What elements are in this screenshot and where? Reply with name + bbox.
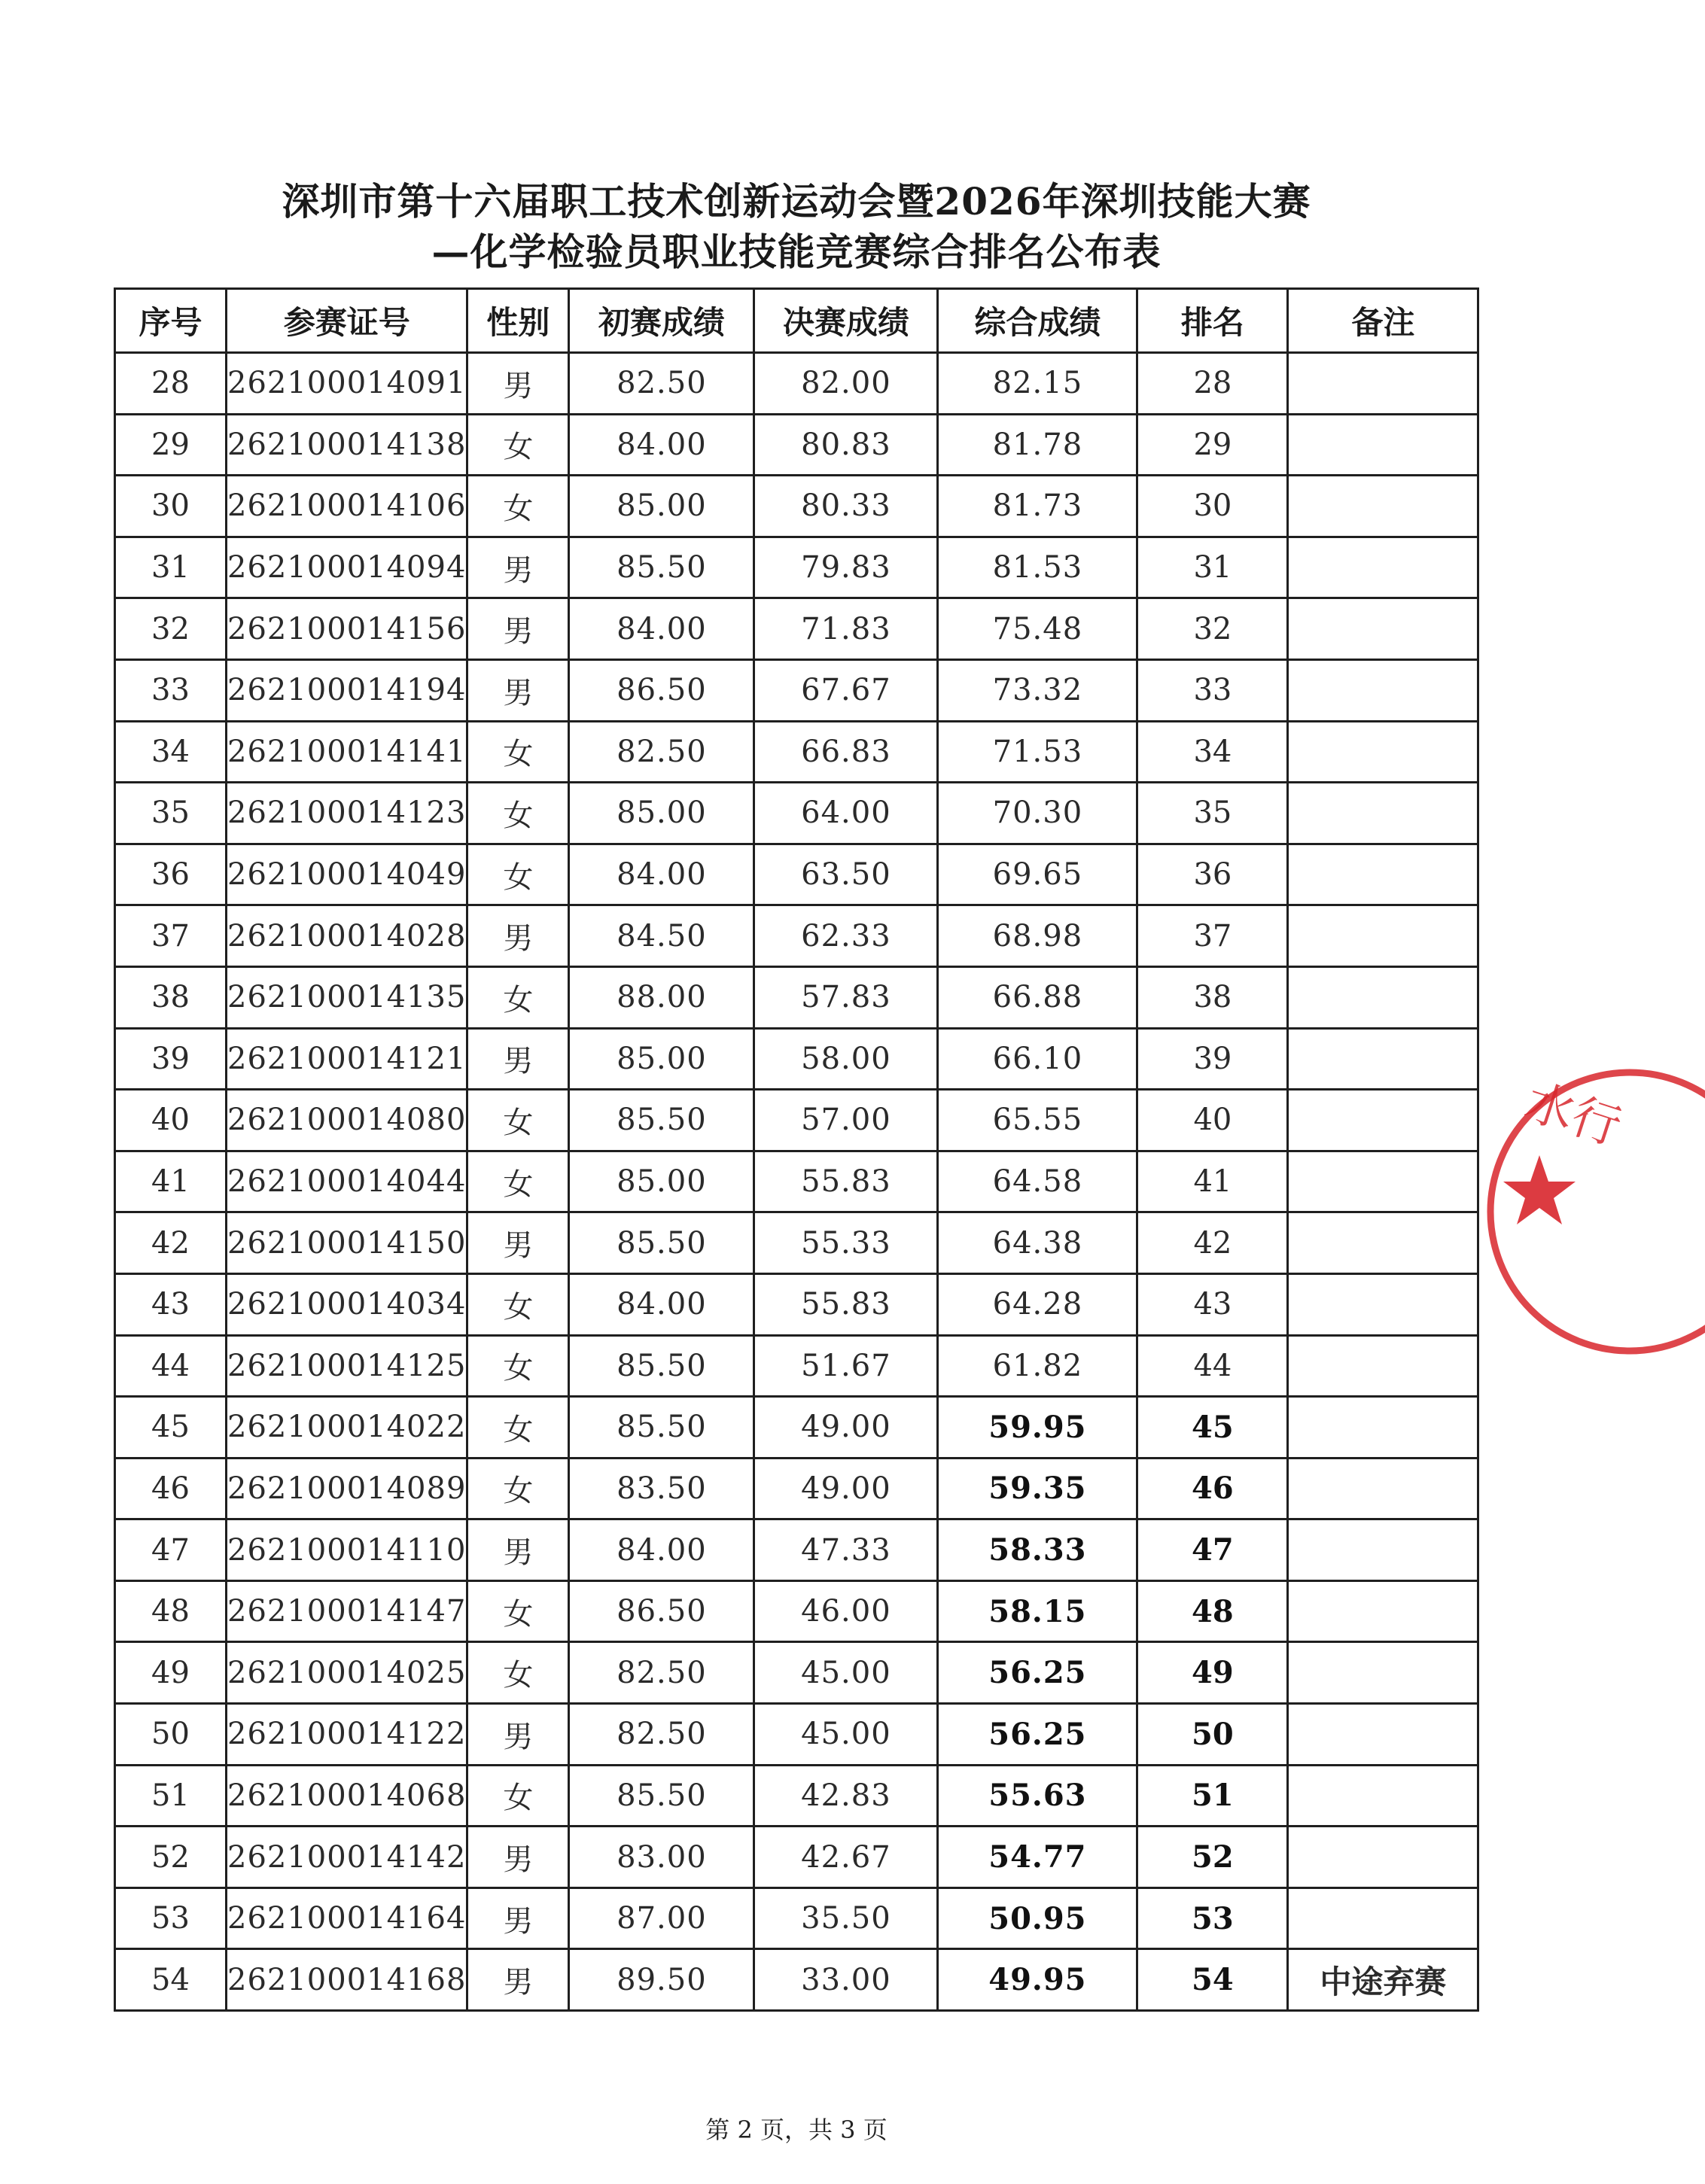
table-row — [115, 537, 1478, 598]
seq-cell: 46 — [115, 1458, 227, 1519]
prelim-cell: 85.50 — [569, 1765, 754, 1827]
id-cell: 262100014123 — [227, 783, 467, 844]
table-row — [115, 353, 1478, 415]
note-cell — [1288, 1704, 1478, 1766]
table-body — [115, 353, 1478, 2011]
gender-cell: 女 — [467, 1090, 569, 1151]
id-cell: 262100014156 — [227, 598, 467, 660]
header-note: 备注 — [1288, 289, 1478, 353]
gender-cell: 女 — [467, 1765, 569, 1827]
rank-cell: 35 — [1137, 783, 1288, 844]
final-cell: 82.00 — [754, 353, 938, 415]
table-row — [115, 598, 1478, 660]
id-cell: 262100014194 — [227, 659, 467, 721]
final-cell: 79.83 — [754, 537, 938, 598]
gender-cell: 男 — [467, 1212, 569, 1274]
table-row — [115, 1212, 1478, 1274]
final-cell: 33.00 — [754, 1949, 938, 2011]
prelim-cell: 84.00 — [569, 1519, 754, 1581]
seq-cell: 32 — [115, 598, 227, 660]
note-cell — [1288, 1827, 1478, 1888]
id-cell: 262100014089 — [227, 1458, 467, 1519]
seq-cell: 34 — [115, 721, 227, 783]
id-cell: 262100014110 — [227, 1519, 467, 1581]
id-cell: 262100014168 — [227, 1949, 467, 2011]
header-gender: 性别 — [467, 289, 569, 353]
total-cell: 59.95 — [938, 1397, 1137, 1459]
id-cell: 262100014121 — [227, 1028, 467, 1090]
rank-cell: 30 — [1137, 476, 1288, 537]
final-cell: 45.00 — [754, 1642, 938, 1704]
gender-cell: 男 — [467, 1028, 569, 1090]
id-cell: 262100014044 — [227, 1151, 467, 1212]
header-final: 决赛成绩 — [754, 289, 938, 353]
total-cell: 64.38 — [938, 1212, 1137, 1274]
table-row — [115, 1949, 1478, 2011]
official-seal — [1479, 1069, 1705, 1370]
note-cell — [1288, 1090, 1478, 1151]
table-row — [115, 1090, 1478, 1151]
note-cell — [1288, 476, 1478, 537]
seq-cell: 51 — [115, 1765, 227, 1827]
seq-cell: 53 — [115, 1887, 227, 1949]
total-cell: 55.63 — [938, 1765, 1137, 1827]
table-row — [115, 1397, 1478, 1459]
rank-cell: 34 — [1137, 721, 1288, 783]
final-cell: 42.83 — [754, 1765, 938, 1827]
total-cell: 66.88 — [938, 966, 1137, 1028]
total-cell: 56.25 — [938, 1642, 1137, 1704]
final-cell: 46.00 — [754, 1580, 938, 1642]
seq-cell: 45 — [115, 1397, 227, 1459]
final-cell: 64.00 — [754, 783, 938, 844]
gender-cell: 男 — [467, 353, 569, 415]
rank-cell: 50 — [1137, 1704, 1288, 1766]
total-cell: 54.77 — [938, 1827, 1137, 1888]
total-cell: 70.30 — [938, 783, 1137, 844]
prelim-cell: 85.00 — [569, 783, 754, 844]
note-cell — [1288, 966, 1478, 1028]
note-cell — [1288, 353, 1478, 415]
id-cell: 262100014025 — [227, 1642, 467, 1704]
prelim-cell: 84.50 — [569, 905, 754, 967]
prelim-cell: 82.50 — [569, 1642, 754, 1704]
prelim-cell: 86.50 — [569, 1580, 754, 1642]
table-row — [115, 476, 1478, 537]
final-cell: 55.33 — [754, 1212, 938, 1274]
total-cell: 81.78 — [938, 414, 1137, 476]
prelim-cell: 85.00 — [569, 1028, 754, 1090]
gender-cell: 男 — [467, 659, 569, 721]
id-cell: 262100014135 — [227, 966, 467, 1028]
table-header-row — [115, 289, 1478, 353]
seq-cell: 30 — [115, 476, 227, 537]
prelim-cell: 84.00 — [569, 414, 754, 476]
total-cell: 82.15 — [938, 353, 1137, 415]
seq-cell: 42 — [115, 1212, 227, 1274]
total-cell: 61.82 — [938, 1335, 1137, 1397]
table-row — [115, 659, 1478, 721]
id-cell: 262100014094 — [227, 537, 467, 598]
final-cell: 55.83 — [754, 1151, 938, 1212]
prelim-cell: 84.00 — [569, 1273, 754, 1335]
id-cell: 262100014068 — [227, 1765, 467, 1827]
gender-cell: 女 — [467, 1397, 569, 1459]
gender-cell: 女 — [467, 476, 569, 537]
gender-cell: 女 — [467, 1273, 569, 1335]
gender-cell: 女 — [467, 783, 569, 844]
table-row — [115, 1704, 1478, 1766]
gender-cell: 女 — [467, 721, 569, 783]
seq-cell: 41 — [115, 1151, 227, 1212]
seq-cell: 44 — [115, 1335, 227, 1397]
prelim-cell: 85.50 — [569, 1397, 754, 1459]
seq-cell: 43 — [115, 1273, 227, 1335]
gender-cell: 女 — [467, 1458, 569, 1519]
id-cell: 262100014028 — [227, 905, 467, 967]
seal-text: 水行 — [1518, 1073, 1627, 1157]
note-cell — [1288, 783, 1478, 844]
rank-cell: 53 — [1137, 1887, 1288, 1949]
total-cell: 59.35 — [938, 1458, 1137, 1519]
rank-cell: 42 — [1137, 1212, 1288, 1274]
id-cell: 262100014150 — [227, 1212, 467, 1274]
seq-cell: 35 — [115, 783, 227, 844]
final-cell: 49.00 — [754, 1397, 938, 1459]
seq-cell: 28 — [115, 353, 227, 415]
total-cell: 75.48 — [938, 598, 1137, 660]
note-cell: 中途弃赛 — [1288, 1949, 1478, 2011]
table-row — [115, 844, 1478, 905]
prelim-cell: 85.50 — [569, 1335, 754, 1397]
gender-cell: 男 — [467, 905, 569, 967]
note-cell — [1288, 659, 1478, 721]
table-row — [115, 1887, 1478, 1949]
total-cell: 65.55 — [938, 1090, 1137, 1151]
final-cell: 80.33 — [754, 476, 938, 537]
prelim-cell: 82.50 — [569, 1704, 754, 1766]
rank-cell: 41 — [1137, 1151, 1288, 1212]
table-row — [115, 1765, 1478, 1827]
prelim-cell: 84.00 — [569, 844, 754, 905]
id-cell: 262100014147 — [227, 1580, 467, 1642]
rank-cell: 54 — [1137, 1949, 1288, 2011]
rank-cell: 33 — [1137, 659, 1288, 721]
note-cell — [1288, 1212, 1478, 1274]
gender-cell: 女 — [467, 1642, 569, 1704]
table-row — [115, 414, 1478, 476]
table-row — [115, 1827, 1478, 1888]
table-row — [115, 966, 1478, 1028]
seq-cell: 54 — [115, 1949, 227, 2011]
gender-cell: 男 — [467, 1704, 569, 1766]
final-cell: 57.00 — [754, 1090, 938, 1151]
table-row — [115, 1028, 1478, 1090]
table-row — [115, 783, 1478, 844]
prelim-cell: 82.50 — [569, 721, 754, 783]
seq-cell: 52 — [115, 1827, 227, 1888]
table-row — [115, 721, 1478, 783]
rank-cell: 38 — [1137, 966, 1288, 1028]
id-cell: 262100014049 — [227, 844, 467, 905]
note-cell — [1288, 598, 1478, 660]
table-row — [115, 1458, 1478, 1519]
note-cell — [1288, 1887, 1478, 1949]
rank-cell: 43 — [1137, 1273, 1288, 1335]
seq-cell: 49 — [115, 1642, 227, 1704]
prelim-cell: 85.00 — [569, 1151, 754, 1212]
note-cell — [1288, 1151, 1478, 1212]
prelim-cell: 85.50 — [569, 1090, 754, 1151]
total-cell: 71.53 — [938, 721, 1137, 783]
seq-cell: 33 — [115, 659, 227, 721]
note-cell — [1288, 1519, 1478, 1581]
note-cell — [1288, 1580, 1478, 1642]
final-cell: 62.33 — [754, 905, 938, 967]
prelim-cell: 84.00 — [569, 598, 754, 660]
rank-cell: 32 — [1137, 598, 1288, 660]
id-cell: 262100014022 — [227, 1397, 467, 1459]
id-cell: 262100014141 — [227, 721, 467, 783]
prelim-cell: 87.00 — [569, 1887, 754, 1949]
prelim-cell: 89.50 — [569, 1949, 754, 2011]
prelim-cell: 85.50 — [569, 1212, 754, 1274]
id-cell: 262100014142 — [227, 1827, 467, 1888]
seq-cell: 29 — [115, 414, 227, 476]
note-cell — [1288, 1273, 1478, 1335]
id-cell: 262100014106 — [227, 476, 467, 537]
document-title-line-2: —化学检验员职业技能竞赛综合排名公布表 — [431, 230, 1162, 274]
prelim-cell: 85.00 — [569, 476, 754, 537]
id-cell: 262100014034 — [227, 1273, 467, 1335]
seq-cell: 38 — [115, 966, 227, 1028]
gender-cell: 男 — [467, 1949, 569, 2011]
total-cell: 58.33 — [938, 1519, 1137, 1581]
document-title-line-1: 深圳市第十六届职工技术创新运动会暨2026年深圳技能大赛 — [282, 179, 1311, 224]
rank-cell: 48 — [1137, 1580, 1288, 1642]
gender-cell: 男 — [467, 1519, 569, 1581]
total-cell: 56.25 — [938, 1704, 1137, 1766]
rank-cell: 52 — [1137, 1827, 1288, 1888]
ranking-table — [114, 287, 1479, 2012]
id-cell: 262100014164 — [227, 1887, 467, 1949]
header-total: 综合成绩 — [938, 289, 1137, 353]
final-cell: 55.83 — [754, 1273, 938, 1335]
table-row — [115, 1580, 1478, 1642]
rank-cell: 39 — [1137, 1028, 1288, 1090]
rank-cell: 31 — [1137, 537, 1288, 598]
seq-cell: 39 — [115, 1028, 227, 1090]
rank-cell: 37 — [1137, 905, 1288, 967]
final-cell: 58.00 — [754, 1028, 938, 1090]
total-cell: 68.98 — [938, 905, 1137, 967]
total-cell: 64.58 — [938, 1151, 1137, 1212]
final-cell: 71.83 — [754, 598, 938, 660]
seq-cell: 48 — [115, 1580, 227, 1642]
total-cell: 49.95 — [938, 1949, 1137, 2011]
final-cell: 49.00 — [754, 1458, 938, 1519]
final-cell: 51.67 — [754, 1335, 938, 1397]
final-cell: 45.00 — [754, 1704, 938, 1766]
prelim-cell: 86.50 — [569, 659, 754, 721]
id-cell: 262100014122 — [227, 1704, 467, 1766]
total-cell: 50.95 — [938, 1887, 1137, 1949]
final-cell: 63.50 — [754, 844, 938, 905]
gender-cell: 女 — [467, 1335, 569, 1397]
seq-cell: 40 — [115, 1090, 227, 1151]
rank-cell: 51 — [1137, 1765, 1288, 1827]
gender-cell: 女 — [467, 414, 569, 476]
total-cell: 81.53 — [938, 537, 1137, 598]
seq-cell: 50 — [115, 1704, 227, 1766]
rank-cell: 40 — [1137, 1090, 1288, 1151]
header-prelim: 初赛成绩 — [569, 289, 754, 353]
note-cell — [1288, 905, 1478, 967]
id-cell: 262100014080 — [227, 1090, 467, 1151]
final-cell: 57.83 — [754, 966, 938, 1028]
rank-cell: 46 — [1137, 1458, 1288, 1519]
total-cell: 69.65 — [938, 844, 1137, 905]
id-cell: 262100014091 — [227, 353, 467, 415]
header-rank: 排名 — [1137, 289, 1288, 353]
gender-cell: 男 — [467, 537, 569, 598]
seq-cell: 47 — [115, 1519, 227, 1581]
table-row — [115, 1335, 1478, 1397]
prelim-cell: 82.50 — [569, 353, 754, 415]
total-cell: 58.15 — [938, 1580, 1137, 1642]
gender-cell: 男 — [467, 1827, 569, 1888]
rank-cell: 36 — [1137, 844, 1288, 905]
id-cell: 262100014125 — [227, 1335, 467, 1397]
seq-cell: 31 — [115, 537, 227, 598]
table-row — [115, 905, 1478, 967]
table-row — [115, 1642, 1478, 1704]
note-cell — [1288, 1335, 1478, 1397]
final-cell: 66.83 — [754, 721, 938, 783]
final-cell: 35.50 — [754, 1887, 938, 1949]
note-cell — [1288, 537, 1478, 598]
seq-cell: 36 — [115, 844, 227, 905]
header-id: 参赛证号 — [227, 289, 467, 353]
note-cell — [1288, 1642, 1478, 1704]
table-row — [115, 1273, 1478, 1335]
id-cell: 262100014138 — [227, 414, 467, 476]
prelim-cell: 85.50 — [569, 537, 754, 598]
page-footer: 第 2 页，共 3 页 — [705, 2116, 888, 2144]
total-cell: 64.28 — [938, 1273, 1137, 1335]
note-cell — [1288, 414, 1478, 476]
note-cell — [1288, 844, 1478, 905]
gender-cell: 男 — [467, 598, 569, 660]
total-cell: 81.73 — [938, 476, 1137, 537]
rank-cell: 47 — [1137, 1519, 1288, 1581]
note-cell — [1288, 721, 1478, 783]
total-cell: 66.10 — [938, 1028, 1137, 1090]
header-seq: 序号 — [115, 289, 227, 353]
final-cell: 80.83 — [754, 414, 938, 476]
note-cell — [1288, 1458, 1478, 1519]
table-row — [115, 1519, 1478, 1581]
gender-cell: 女 — [467, 844, 569, 905]
total-cell: 73.32 — [938, 659, 1137, 721]
gender-cell: 男 — [467, 1887, 569, 1949]
seq-cell: 37 — [115, 905, 227, 967]
rank-cell: 29 — [1137, 414, 1288, 476]
rank-cell: 49 — [1137, 1642, 1288, 1704]
gender-cell: 女 — [467, 1151, 569, 1212]
final-cell: 42.67 — [754, 1827, 938, 1888]
rank-cell: 45 — [1137, 1397, 1288, 1459]
gender-cell: 女 — [467, 966, 569, 1028]
prelim-cell: 88.00 — [569, 966, 754, 1028]
note-cell — [1288, 1028, 1478, 1090]
final-cell: 47.33 — [754, 1519, 938, 1581]
rank-cell: 44 — [1137, 1335, 1288, 1397]
prelim-cell: 83.50 — [569, 1458, 754, 1519]
table-row — [115, 1151, 1478, 1212]
prelim-cell: 83.00 — [569, 1827, 754, 1888]
final-cell: 67.67 — [754, 659, 938, 721]
note-cell — [1288, 1765, 1478, 1827]
rank-cell: 28 — [1137, 353, 1288, 415]
gender-cell: 女 — [467, 1580, 569, 1642]
note-cell — [1288, 1397, 1478, 1459]
